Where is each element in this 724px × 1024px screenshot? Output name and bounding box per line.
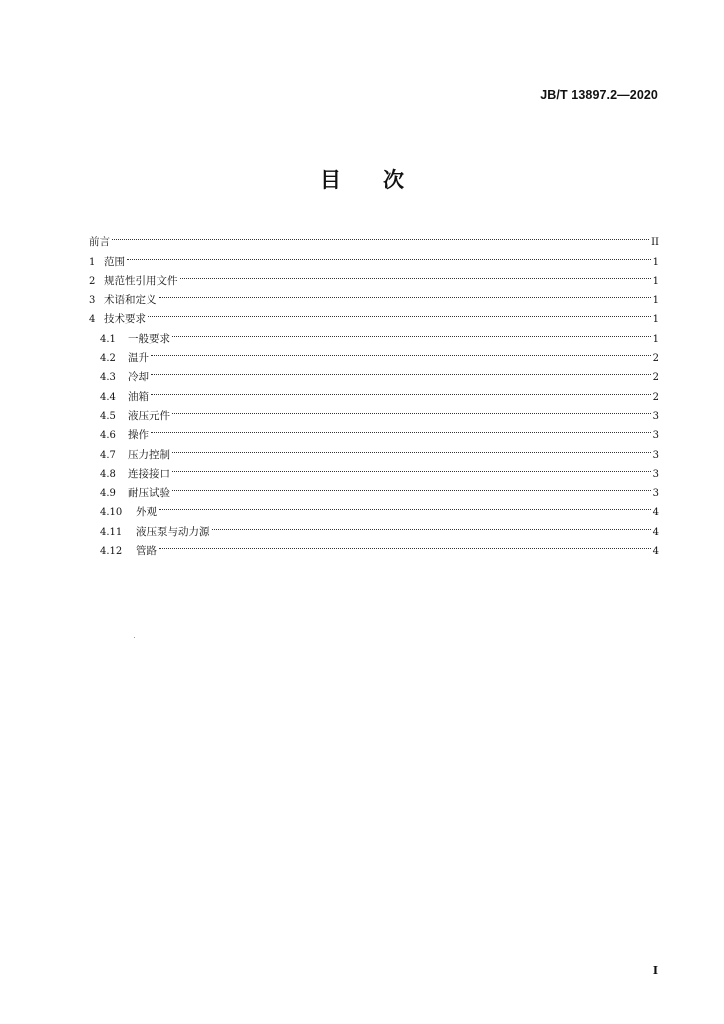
toc-entry[interactable]	[89, 400, 659, 422]
page-number: I	[652, 964, 658, 977]
toc-entry-page: 3	[652, 468, 659, 480]
toc-leader-dots	[151, 380, 651, 399]
toc-entry-label: 范围	[104, 255, 125, 268]
toc-entry-label: 技术要求	[104, 313, 146, 326]
toc-entry-label: 操作	[128, 429, 149, 442]
toc-entry[interactable]	[89, 477, 659, 500]
toc-entry[interactable]	[89, 419, 659, 442]
toc-entry-number: 4.4	[100, 391, 116, 403]
toc-leader-dots	[127, 245, 651, 264]
toc-leader-dots	[172, 438, 651, 457]
toc-entry-page: 3	[652, 488, 659, 500]
toc-entry[interactable]	[89, 361, 659, 384]
toc-entry-number: 3	[89, 295, 96, 307]
toc-leader-dots	[151, 342, 651, 361]
toc-entry-number: 4.8	[100, 468, 116, 480]
title-char-2: 次	[383, 168, 404, 192]
toc-entry-page: 3	[652, 430, 659, 442]
toc-entry[interactable]	[89, 380, 659, 403]
toc-entry-number: 4.6	[100, 430, 116, 442]
toc-entry-page: 4	[652, 546, 659, 558]
toc-entry-label: 连接接口	[128, 467, 170, 480]
toc-entry-label: 冷却	[128, 371, 149, 384]
toc-entry-number: 4.2	[100, 353, 116, 365]
toc-entry-label: 油箱	[128, 390, 149, 403]
toc-entry-page: 1	[652, 295, 659, 307]
toc-entry-number: 2	[89, 275, 96, 287]
toc-leader-dots	[112, 226, 649, 245]
toc-entry[interactable]	[89, 226, 659, 249]
toc-entry-page: 2	[652, 372, 659, 384]
toc-entry-page: 1	[652, 275, 659, 287]
toc-entry-label: 前言	[89, 236, 110, 249]
toc-leader-dots	[151, 419, 651, 438]
toc-leader-dots	[180, 265, 651, 284]
document-code: JB/T 13897.2—2020	[540, 88, 658, 102]
toc-entry-number: 4	[89, 314, 96, 326]
toc-entry-page: 3	[652, 449, 659, 461]
toc-entry-page: 4	[652, 526, 659, 538]
toc-entry-page: 1	[652, 256, 659, 268]
toc-entry[interactable]	[89, 284, 659, 307]
toc-entry-number: 4.10	[100, 507, 123, 519]
toc-entry[interactable]	[89, 245, 659, 268]
toc-entry[interactable]	[89, 322, 659, 345]
toc-entry-label: 管路	[136, 545, 157, 558]
toc-leader-dots	[151, 361, 651, 380]
toc-entry-label: 温升	[128, 352, 149, 365]
toc-entry[interactable]	[89, 438, 659, 461]
toc-leader-dots	[172, 458, 651, 477]
toc-entry-number: 4.5	[100, 410, 116, 422]
toc-entry-number: 4.3	[100, 372, 116, 384]
page-title	[0, 164, 724, 194]
toc-entry-number: 4.7	[100, 449, 116, 461]
toc-entry-number: 4.11	[100, 526, 123, 538]
toc-entry-label: 一般要求	[128, 332, 170, 345]
toc-leader-dots	[172, 400, 651, 419]
toc-leader-dots	[172, 322, 651, 341]
toc-entry-page: 2	[652, 353, 659, 365]
toc-entry[interactable]	[89, 303, 659, 326]
toc-leader-dots	[159, 535, 651, 554]
toc-entry-number: 4.9	[100, 488, 116, 500]
table-of-contents	[89, 226, 659, 558]
toc-entry[interactable]	[89, 496, 659, 519]
toc-entry-page: II	[651, 237, 659, 249]
toc-leader-dots	[159, 496, 651, 515]
toc-entry[interactable]	[89, 515, 659, 538]
toc-leader-dots	[172, 477, 651, 496]
toc-entry-page: 1	[652, 333, 659, 345]
toc-leader-dots	[159, 284, 651, 303]
toc-entry[interactable]	[89, 535, 659, 558]
toc-entry-label: 规范性引用文件	[104, 274, 178, 287]
toc-entry-page: 4	[652, 507, 659, 519]
toc-entry-number: 4.1	[100, 333, 116, 345]
toc-entry-page: 1	[652, 314, 659, 326]
toc-entry-number: 4.12	[100, 546, 123, 558]
toc-entry-label: 液压泵与动力源	[136, 525, 210, 538]
toc-entry-label: 耐压试验	[128, 487, 170, 500]
toc-entry-label: 外观	[136, 506, 157, 519]
stray-mark	[134, 637, 135, 638]
title-char-1: 目	[320, 168, 341, 192]
toc-entry-page: 3	[652, 410, 659, 422]
toc-entry-label: 术语和定义	[104, 294, 157, 307]
toc-entry[interactable]	[89, 265, 659, 287]
toc-entry-label: 液压元件	[128, 409, 170, 422]
toc-leader-dots	[148, 303, 651, 322]
toc-entry[interactable]	[89, 342, 659, 365]
toc-entry-page: 2	[652, 391, 659, 403]
toc-entry-label: 压力控制	[128, 448, 170, 461]
toc-entry-number: 1	[89, 256, 96, 268]
toc-entry[interactable]	[89, 458, 659, 480]
toc-leader-dots	[212, 515, 651, 534]
